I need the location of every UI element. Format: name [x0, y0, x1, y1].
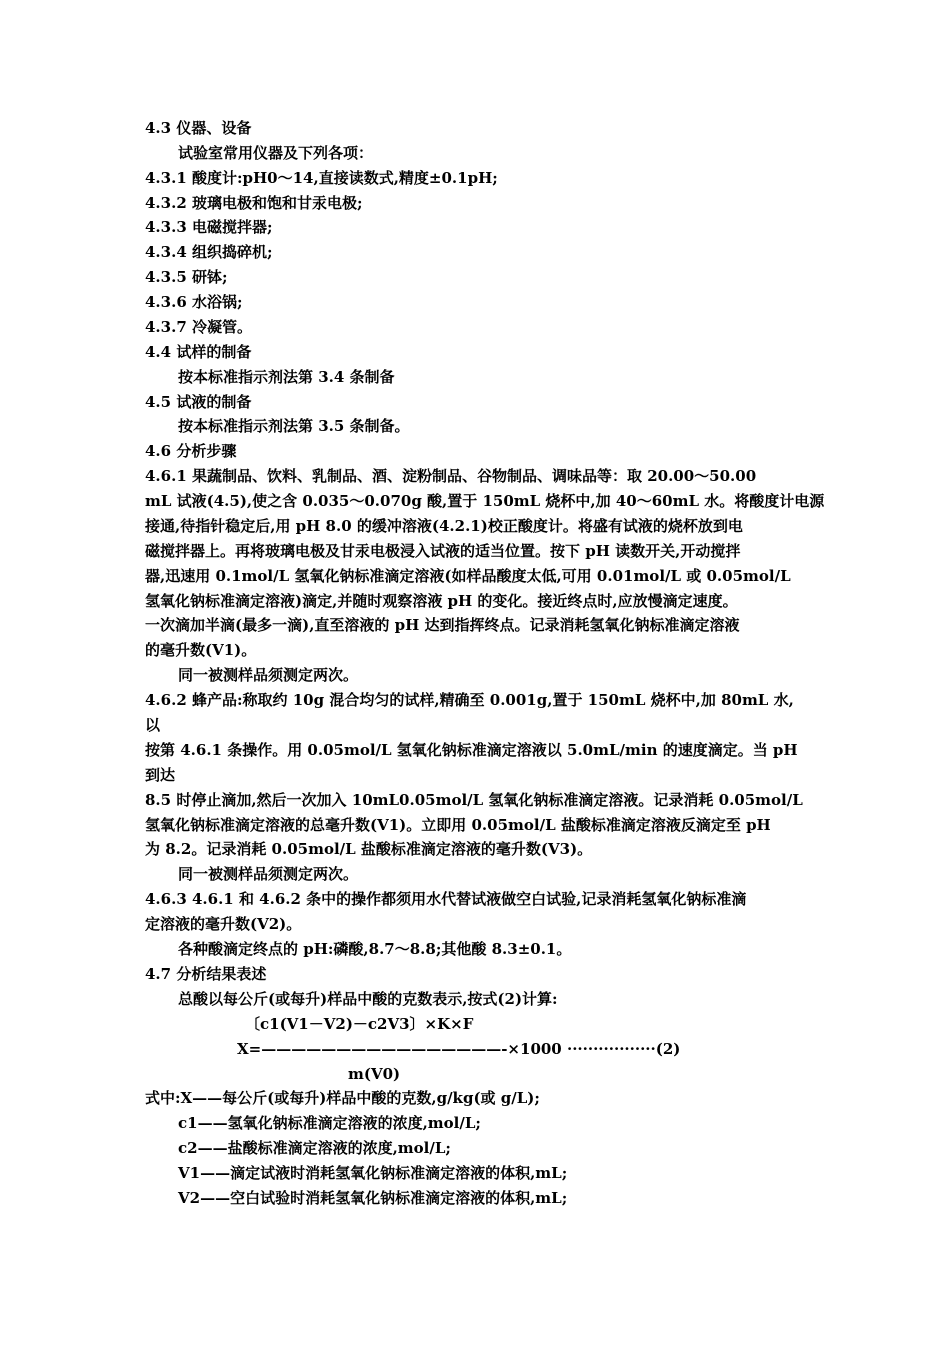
text-line: c1——氢氧化钠标准滴定溶液的浓度,mol/L;	[178, 1114, 481, 1132]
text-line: 4.3.5 研钵;	[145, 268, 228, 286]
text-line: 到达	[145, 766, 176, 784]
text-line: 式中:X——每公斤(或每升)样品中酸的克数,g/kg(或 g/L);	[145, 1089, 540, 1107]
text-line: mL 试液(4.5),使之含 0.035～0.070g 酸,置于 150mL 烧杯中,加 40～60mL 水。将酸度计电源	[145, 492, 825, 510]
text-line: 4.3.2 玻璃电极和饱和甘汞电极;	[145, 194, 363, 212]
section-heading: 4.3 仪器、设备	[145, 119, 252, 137]
text-line: 器,迅速用 0.1mol/L 氢氧化钠标准滴定溶液(如样品酸度太低,可用 0.01mol/L 或 0.05mol/L	[145, 567, 791, 585]
text-line: 氢氧化钠标准滴定溶液的总毫升数(V1)。立即用 0.05mol/L 盐酸标准滴定溶液反滴定至 pH	[145, 816, 771, 834]
text-line: 为 8.2。记录消耗 0.05mol/L 盐酸标准滴定溶液的毫升数(V3)。	[145, 840, 593, 858]
formula-numerator: 〔c1(V1－V2)－c2V3〕×K×F	[245, 1015, 474, 1033]
text-line: V2——空白试验时消耗氢氧化钠标准滴定溶液的体积,mL;	[178, 1189, 568, 1207]
section-heading: 4.7 分析结果表述	[145, 965, 267, 983]
text-line: 同一被测样品须测定两次。	[178, 865, 359, 883]
text-line: 4.3.4 组织捣碎机;	[145, 243, 273, 261]
text-line: 4.3.1 酸度计:pH0～14,直接读数式,精度±0.1pH;	[145, 169, 498, 187]
text-line: 试验室常用仪器及下列各项：	[178, 144, 374, 162]
formula-denominator: m(V0)	[348, 1065, 401, 1083]
text-line: 各种酸滴定终点的 pH:磷酸,8.7～8.8;其他酸 8.3±0.1。	[178, 940, 572, 958]
text-line: 一次滴加半滴(最多一滴),直至溶液的 pH 达到指挥终点。记录消耗氢氧化钠标准滴定溶液	[145, 616, 740, 634]
text-line: 4.6.2 蜂产品:称取约 10g 混合均匀的试样,精确至 0.001g,置于 150mL 烧杯中,加 80mL 水,	[145, 691, 794, 709]
text-line: 4.3.7 冷凝管。	[145, 318, 252, 336]
text-line: V1——滴定试液时消耗氢氧化钠标准滴定溶液的体积,mL;	[178, 1164, 568, 1182]
text-line: c2——盐酸标准滴定溶液的浓度,mol/L;	[178, 1139, 451, 1157]
text-line: 按本标准指示剂法第 3.4 条制备	[178, 368, 395, 386]
section-heading: 4.5 试液的制备	[145, 393, 252, 411]
text-line: 4.3.3 电磁搅拌器;	[145, 218, 273, 236]
text-line: 按本标准指示剂法第 3.5 条制备。	[178, 417, 410, 435]
text-line: 氢氧化钠标准滴定溶液)滴定,并随时观察溶液 pH 的变化。接近终点时,应放慢滴定速度。	[145, 592, 738, 610]
text-line: 以	[145, 716, 161, 734]
text-line: 4.3.6 水浴锅;	[145, 293, 243, 311]
text-line: 磁搅拌器上。再将玻璃电极及甘汞电极浸入试液的适当位置。按下 pH 读数开关,开动搅拌	[145, 542, 741, 560]
section-heading: 4.4 试样的制备	[145, 343, 252, 361]
text-line: 同一被测样品须测定两次。	[178, 666, 359, 684]
section-heading: 4.6 分析步骤	[145, 442, 237, 460]
text-line: 4.6.3 4.6.1 和 4.6.2 条中的操作都须用水代替试液做空白试验,记录消耗氢氧化钠标准滴	[145, 890, 747, 908]
text-line: 8.5 时停止滴加,然后一次加入 10mL0.05mol/L 氢氧化钠标准滴定溶液。记录消耗 0.05mol/L	[145, 791, 803, 809]
text-line: 定溶液的毫升数(V2)。	[145, 915, 302, 933]
text-line: 4.6.1 果蔬制品、饮料、乳制品、酒、淀粉制品、谷物制品、调味品等：取 20.00～50.00	[145, 467, 757, 485]
formula-main: X=————————————————-×1000 ·················(2)	[237, 1040, 681, 1058]
text-line: 总酸以每公斤(或每升)样品中酸的克数表示,按式(2)计算:	[178, 990, 558, 1008]
text-line: 的毫升数(V1)。	[145, 641, 257, 659]
text-line: 接通,待指针稳定后,用 pH 8.0 的缓冲溶液(4.2.1)校正酸度计。将盛有试液的烧杯放到电	[145, 517, 743, 535]
text-line: 按第 4.6.1 条操作。用 0.05mol/L 氢氧化钠标准滴定溶液以 5.0mL/min 的速度滴定。当 pH	[145, 741, 798, 759]
